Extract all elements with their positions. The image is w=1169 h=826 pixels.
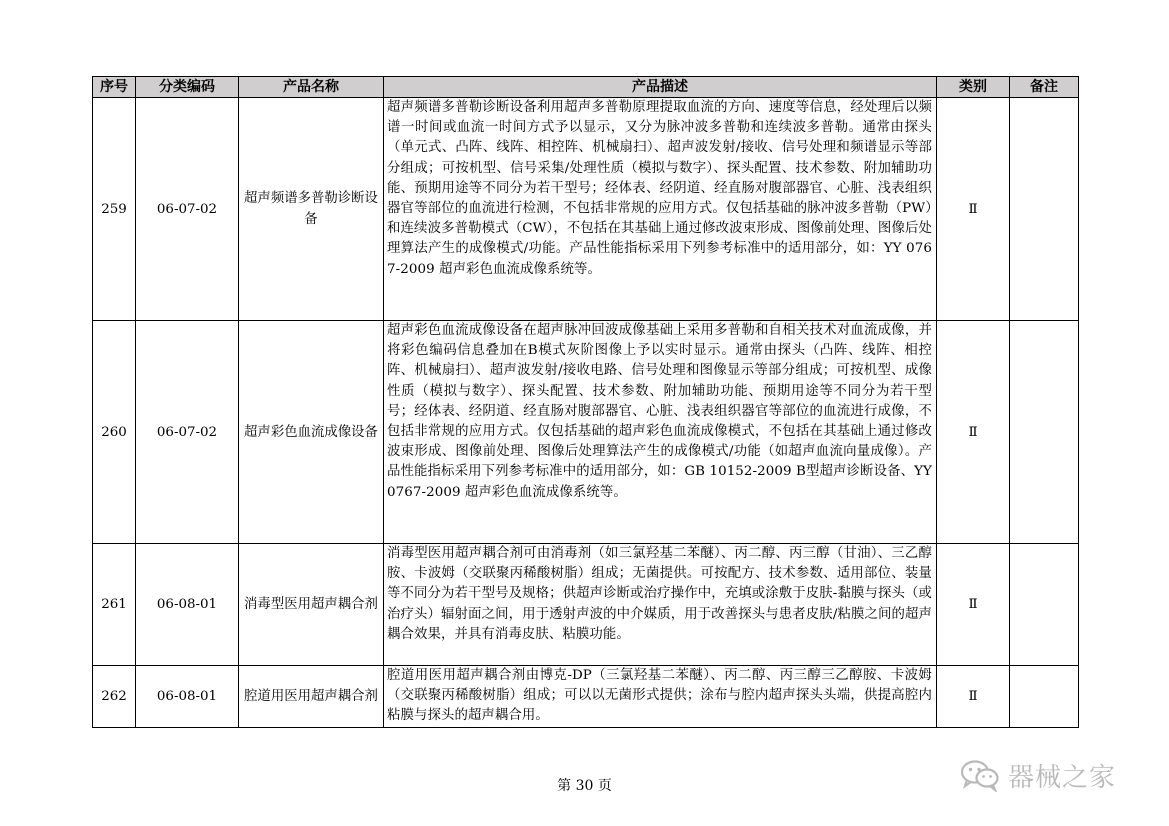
category-cell: Ⅱ — [937, 666, 1010, 728]
product-name-cell: 超声彩色血流成像设备 — [239, 321, 384, 544]
classification-code-cell: 06-07-02 — [136, 321, 239, 544]
table-row — [93, 98, 1079, 321]
table-header-row — [93, 77, 1079, 98]
table-row — [93, 544, 1079, 666]
category-cell: Ⅱ — [937, 98, 1010, 321]
table-row — [93, 666, 1079, 728]
header-remarks: 备注 — [1010, 77, 1079, 98]
remarks-cell — [1010, 98, 1079, 321]
wechat-icon — [958, 758, 1002, 792]
table-row — [93, 321, 1079, 544]
product-description-cell: 超声频谱多普勒诊断设备利用超声多普勒原理提取血流的方向、速度等信息，经处理后以频谱一时间或血流一时间方式予以显示，又分为脉冲波多普勒和连续波多普勒。通常由探头（单元式、凸阵、线阵、相控阵、机械扇扫）、超声波发射/接收、信号处理和频谱显示等部分组成；可按机型、信号采集/处理性质（模拟与数字）、探头配置、技术参数、附加辅助功能、预期用途等不同分为若干型号；经体表、经阴道、经直肠对腹部器官、心脏、浅表组织器官等部位的血流进行检测，不包括非常规的应用方式。仅包括基础的脉冲波多普勒（PW）和连续波多普勒模式（CW），不包括在其基础上通过修改波束形成、图像前处理、图像后处理算法产生的成像模式/功能。产品性能指标采用下列参考标准中的适用部分，如：YY 0767-2009 超声彩色血流成像系统等。 — [384, 98, 937, 321]
watermark-text: 器械之家 — [1008, 762, 1117, 793]
header-serial-number: 序号 — [93, 77, 136, 98]
product-catalog-table — [92, 76, 1079, 728]
product-name-cell: 超声频谱多普勒诊断设备 — [239, 98, 384, 321]
classification-code-cell: 06-08-01 — [136, 544, 239, 666]
product-description-cell: 腔道用医用超声耦合剂由博克-DP（三氯羟基二苯醚）、丙二醇、丙三醇三乙醇胺、卡波姆（交联聚丙稀酸树脂）组成；可以以无菌形式提供；涂布与腔内超声探头头端，供提高腔内粘膜与探头的超声耦合用。 — [384, 666, 937, 728]
serial-number-cell: 260 — [93, 321, 136, 544]
remarks-cell — [1010, 321, 1079, 544]
header-classification-code: 分类编码 — [136, 77, 239, 98]
watermark — [958, 755, 1116, 795]
classification-code-cell: 06-08-01 — [136, 666, 239, 728]
serial-number-cell: 262 — [93, 666, 136, 728]
remarks-cell — [1010, 544, 1079, 666]
header-product-name: 产品名称 — [239, 77, 384, 98]
product-name-cell: 消毒型医用超声耦合剂 — [239, 544, 384, 666]
product-description-cell: 消毒型医用超声耦合剂可由消毒剂（如三氯羟基二苯醚）、丙二醇、丙三醇（甘油）、三乙醇胺、卡波姆（交联聚丙稀酸树脂）组成；无菌提供。可按配方、技术参数、适用部位、装量等不同分为若干型号及规格；供超声诊断或治疗操作中，充填或涂敷于皮肤-黏膜与探头（或治疗头）辐射面之间，用于透射声波的中介媒质，用于改善探头与患者皮肤/粘膜之间的超声耦合效果，并具有消毒皮肤、粘膜功能。 — [384, 544, 937, 666]
header-product-description: 产品描述 — [384, 77, 937, 98]
page-number: 第 30 页 — [557, 778, 612, 794]
header-category: 类别 — [937, 77, 1010, 98]
remarks-cell — [1010, 666, 1079, 728]
product-description-cell: 超声彩色血流成像设备在超声脉冲回波成像基础上采用多普勒和自相关技术对血流成像，并将彩色编码信息叠加在B模式灰阶图像上予以实时显示。通常由探头（凸阵、线阵、相控阵、机械扇扫）、超声波发射/接收电路、信号处理和图像显示等部分组成；可按机型、成像性质（模拟与数字）、探头配置、技术参数、附加辅助功能、预期用途等不同分为若干型号；经体表、经阴道、经直肠对腹部器官、心脏、浅表组织器官等部位的血流进行成像，不包括非常规的应用方式。仅包括基础的超声彩色血流成像模式，不包括在其基础上通过修改波束形成、图像前处理、图像后处理算法产生的成像模式/功能（如超声血流向量成像）。产品性能指标采用下列参考标准中的适用部分，如：GB 10152-2009 B型超声诊断设备、YY 0767-2009 超声彩色血流成像系统等。 — [384, 321, 937, 544]
serial-number-cell: 261 — [93, 544, 136, 666]
category-cell: Ⅱ — [937, 544, 1010, 666]
classification-code-cell: 06-07-02 — [136, 98, 239, 321]
product-name-cell: 腔道用医用超声耦合剂 — [239, 666, 384, 728]
category-cell: Ⅱ — [937, 321, 1010, 544]
serial-number-cell: 259 — [93, 98, 136, 321]
